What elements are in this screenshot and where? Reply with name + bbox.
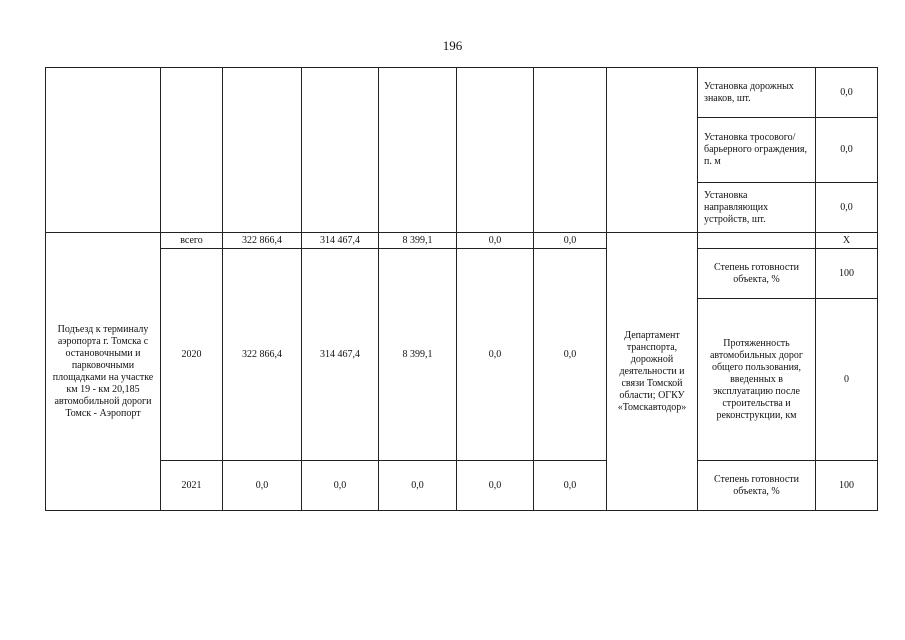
- table-row-total: [46, 233, 878, 249]
- value-cell: 0,0: [302, 461, 379, 511]
- table-row: [46, 68, 878, 118]
- year-cell: 2020: [161, 249, 223, 461]
- value-cell: 314 467,4: [302, 233, 379, 249]
- indicator-value: 100: [816, 461, 878, 511]
- table-row-2021: [46, 461, 878, 511]
- indicator-value: 0,0: [816, 68, 878, 118]
- indicator-name: Установка тросового/барьерного ограждения, п. м: [698, 118, 816, 183]
- value-cell: 0,0: [534, 233, 607, 249]
- value-cell: 0,0: [457, 461, 534, 511]
- empty-cell: [534, 68, 607, 233]
- empty-cell: [46, 68, 161, 233]
- executor-cell: Департамент транспорта, дорожной деятельности и связи Томской области; ОГКУ «Томскавтодор»: [607, 233, 698, 511]
- indicator-value: 0: [816, 299, 878, 461]
- indicator-value: 100: [816, 249, 878, 299]
- year-cell: всего: [161, 233, 223, 249]
- value-cell: 322 866,4: [223, 249, 302, 461]
- indicator-name: Протяженность автомобильных дорог общего пользования, введенных в эксплуатацию после строительства и реконструкции, км: [698, 299, 816, 461]
- empty-cell: [607, 68, 698, 233]
- value-cell: 8 399,1: [379, 233, 457, 249]
- empty-cell: [161, 68, 223, 233]
- value-cell: 322 866,4: [223, 233, 302, 249]
- page-number: 196: [442, 38, 463, 53]
- indicator-name: Степень готовности объекта, %: [698, 249, 816, 299]
- value-cell: 0,0: [379, 461, 457, 511]
- value-cell: 0,0: [534, 461, 607, 511]
- indicator-value: 0,0: [816, 183, 878, 233]
- indicator-name: [698, 233, 816, 249]
- project-title: Подъезд к терминалу аэропорта г. Томска с остановочными и парковочными площадками на участке км 19 - км 20,185 автомобильной дороги Томск - Аэропорт: [46, 233, 161, 511]
- indicator-value: Х: [816, 233, 878, 249]
- value-cell: 0,0: [223, 461, 302, 511]
- empty-cell: [223, 68, 302, 233]
- indicator-name: Установка направляющих устройств, шт.: [698, 183, 816, 233]
- program-table: [45, 67, 878, 511]
- value-cell: 0,0: [534, 249, 607, 461]
- indicator-name: Установка дорожных знаков, шт.: [698, 68, 816, 118]
- value-cell: 8 399,1: [379, 249, 457, 461]
- value-cell: 0,0: [457, 249, 534, 461]
- empty-cell: [457, 68, 534, 233]
- indicator-name: Степень готовности объекта, %: [698, 461, 816, 511]
- value-cell: 314 467,4: [302, 249, 379, 461]
- empty-cell: [302, 68, 379, 233]
- table-row-2020: [46, 249, 878, 299]
- indicator-value: 0,0: [816, 118, 878, 183]
- empty-cell: [379, 68, 457, 233]
- value-cell: 0,0: [457, 233, 534, 249]
- year-cell: 2021: [161, 461, 223, 511]
